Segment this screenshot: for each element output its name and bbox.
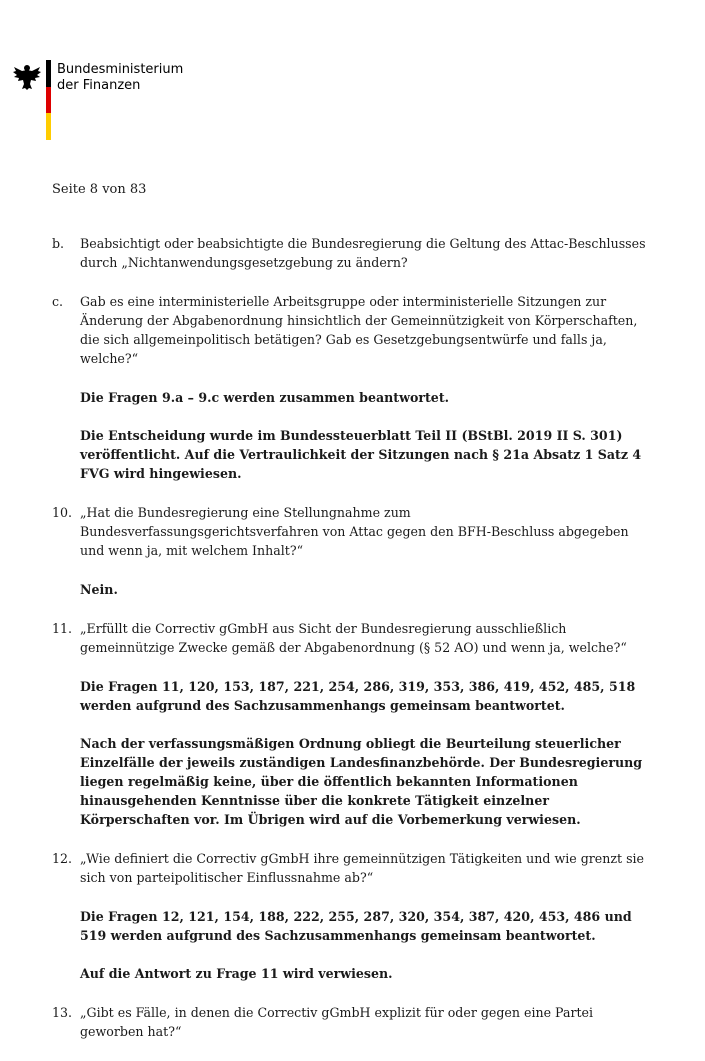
question-11: [52, 619, 652, 657]
answer-9: [52, 388, 652, 483]
question-b: [52, 234, 652, 272]
ministry-name: [57, 62, 183, 94]
question-marker: 11.: [52, 621, 73, 636]
answer-11: [52, 677, 652, 829]
ministry-name-line2: der Finanzen: [57, 78, 141, 93]
page-number: Seite 8 von 83: [52, 182, 147, 197]
ministry-logo: [12, 60, 212, 140]
answer-12: [52, 907, 652, 983]
question-text: Gab es eine interministerielle Arbeitsgruppe oder interministerielle Sitzungen zur Änderung der Abgabenordnung hinsichtlich der Gemeinnützigkeit von Körperschaften, die sich allgemeinpolitisch betätigen? Gab es Gesetzgebungsentwürfe und falls ja, welche?“: [80, 294, 638, 366]
flag-stripe: [46, 60, 51, 140]
answer-paragraph: Die Fragen 9.a – 9.c werden zusammen beantwortet.: [80, 390, 450, 405]
answer-paragraph: Auf die Antwort zu Frage 11 wird verwiesen.: [80, 966, 393, 981]
question-text: „Erfüllt die Correctiv gGmbH aus Sicht der Bundesregierung ausschließlich gemeinnützige Zwecke gemäß der Abgabenordnung (§ 52 AO) und wenn ja, welche?“: [80, 621, 627, 655]
answer-paragraph: Die Fragen 12, 121, 154, 188, 222, 255, 287, 320, 354, 387, 420, 453, 486 und 519 werden aufgrund des Sachzusammenhangs gemeinsam beantwortet.: [80, 909, 632, 943]
answer-paragraph: Die Entscheidung wurde im Bundessteuerblatt Teil II (BStBl. 2019 II S. 301) veröffentlicht. Auf die Vertraulichkeit der Sitzungen nach § 21a Absatz 1 Satz 4 FVG wird hingewiesen.: [80, 428, 642, 481]
answer-paragraph: Die Fragen 11, 120, 153, 187, 221, 254, 286, 319, 353, 386, 419, 452, 485, 518 werden aufgrund des Sachzusammenhangs gemeinsam beantwortet.: [80, 679, 636, 713]
answer-paragraph: Nach der verfassungsmäßigen Ordnung obliegt die Beurteilung steuerlicher Einzelfälle der jeweils zuständigen Landesfinanzbehörde. Der Bundesregierung liegen regelmäßig keine, über die öffentlich bekannten Informationen hinausgehenden Kenntnisse über die konkrete Tätigkeit einzelner Körperschaften vor. Im Übrigen wird auf die Vorbemerkung verwiesen.: [80, 736, 643, 827]
question-marker: 13.: [52, 1005, 73, 1020]
question-text: „Gibt es Fälle, in denen die Correctiv gGmbH explizit für oder gegen eine Partei geworben hat?“: [80, 1005, 594, 1039]
document-body: [52, 234, 652, 1061]
question-text: „Hat die Bundesregierung eine Stellungnahme zum Bundesverfassungsgerichtsverfahren von Attac gegen den BFH-Beschluss abgegeben und wenn ja, mit welchem Inhalt?“: [80, 505, 629, 558]
question-marker: 10.: [52, 505, 73, 520]
answer-paragraph: Nein.: [80, 582, 118, 597]
question-13: [52, 1003, 652, 1041]
question-text: „Wie definiert die Correctiv gGmbH ihre gemeinnützigen Tätigkeiten und wie grenzt sie sich von parteipolitischer Einflussnahme ab?“: [80, 851, 645, 885]
flag-black: [46, 60, 51, 87]
flag-red: [46, 87, 51, 114]
question-marker: b.: [52, 236, 65, 251]
question-text: Beabsichtigt oder beabsichtigte die Bundesregierung die Geltung des Attac-Beschlusses durch „Nichtanwendungsgesetzgebung zu ändern?: [80, 236, 646, 270]
question-10: [52, 503, 652, 560]
flag-gold: [46, 113, 51, 140]
question-marker: c.: [52, 294, 64, 309]
question-c: [52, 292, 652, 368]
answer-10: [52, 580, 652, 599]
federal-eagle-icon: [12, 62, 42, 92]
ministry-name-line1: Bundesministerium: [57, 62, 184, 77]
question-12: [52, 849, 652, 887]
question-marker: 12.: [52, 851, 73, 866]
